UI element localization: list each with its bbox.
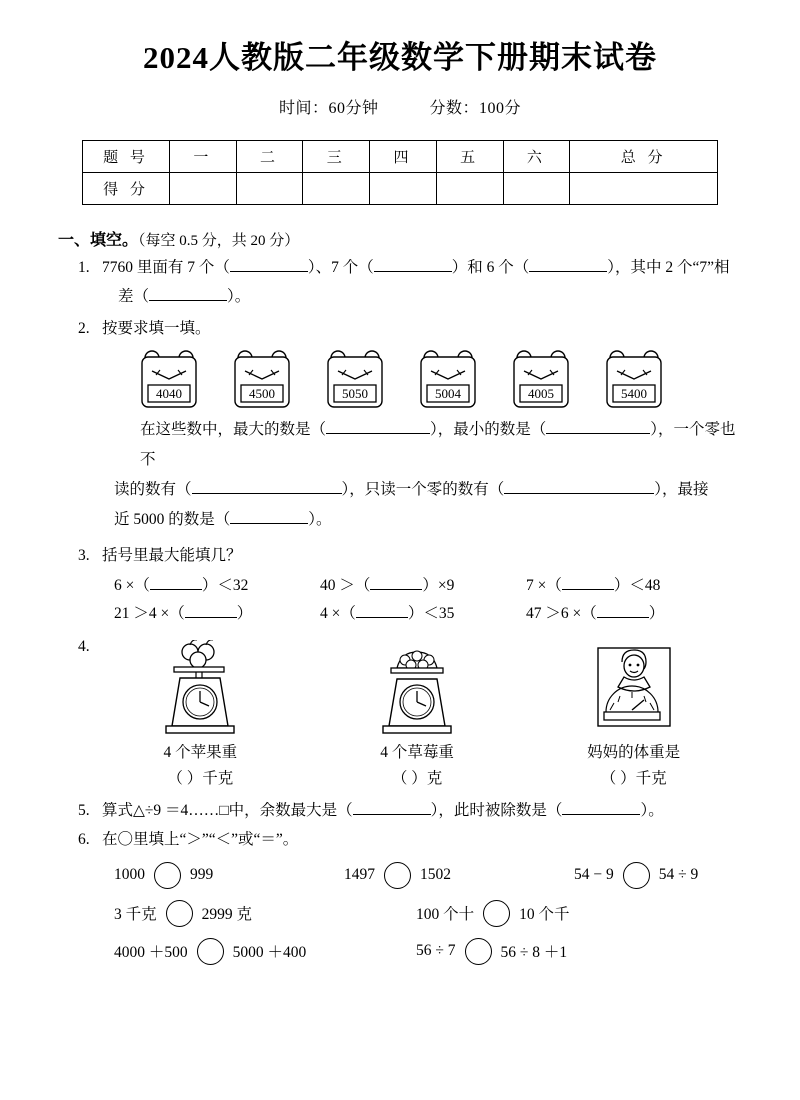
answer-blank[interactable]	[185, 617, 237, 618]
compare-circle[interactable]	[623, 862, 650, 889]
section-1-label: 一、填空。	[58, 232, 139, 249]
score-cell[interactable]	[436, 173, 503, 205]
q2-text-g: 近 5000 的数是（	[114, 511, 231, 528]
answer-blank[interactable]	[562, 589, 614, 590]
q5-text-b: ），此时被除数是（	[430, 802, 563, 819]
score-table	[82, 140, 718, 205]
answer-blank[interactable]	[149, 300, 227, 301]
score-table-header-cell: 四	[370, 141, 437, 173]
question-4-pictures	[58, 634, 742, 792]
compare-right: 54 ÷ 9	[658, 866, 699, 883]
q3-expr-text: 6 ×（	[114, 577, 150, 594]
number-card	[415, 349, 481, 411]
q2-text-a: 在这些数中，最大的数是（	[140, 421, 327, 438]
answer-blank[interactable]	[374, 271, 452, 272]
picture-caption-1: 4 个草莓重	[380, 744, 454, 761]
q2-text-f: ），最接	[654, 481, 709, 498]
question-5	[58, 796, 742, 825]
q2-text-d: 读的数有（	[114, 481, 192, 498]
picture-item	[309, 634, 526, 792]
question-2-prompt	[58, 415, 742, 535]
q2-text-e: ），只读一个零的数有（	[341, 481, 505, 498]
question-1-text-d: ），其中 2 个“7”相	[607, 259, 730, 276]
question-3	[58, 541, 742, 570]
q3-expr-text: ）＜32	[201, 577, 249, 594]
answer-blank[interactable]	[504, 493, 654, 494]
section-1-heading	[58, 227, 742, 250]
table-row	[114, 894, 742, 932]
answer-blank[interactable]	[150, 589, 202, 590]
picture-caption-2[interactable]: （ ）克	[391, 770, 443, 787]
exam-score: 分数：100分	[429, 100, 522, 117]
bear-card-icon	[322, 349, 388, 411]
compare-right: 5000 ＋400	[232, 944, 307, 961]
compare-right: 10 个千	[519, 906, 570, 923]
card-number: 4040	[156, 386, 182, 401]
answer-blank[interactable]	[356, 617, 408, 618]
answer-blank[interactable]	[230, 523, 308, 524]
q2-text-c: ），一个零也不	[140, 421, 736, 468]
answer-blank[interactable]	[562, 814, 640, 815]
q3-expr-text: 21 ＞4 ×（	[114, 605, 185, 622]
compare-circle[interactable]	[465, 938, 492, 965]
q3-expr-text: 4 ×（	[320, 605, 356, 622]
q3-cell	[526, 600, 732, 628]
q3-cell	[526, 572, 732, 600]
compare-left: 4000 ＋500	[114, 944, 188, 961]
score-table-header-cell: 题 号	[83, 141, 170, 173]
question-2	[58, 314, 742, 343]
question-2-line1	[140, 415, 742, 475]
exam-time: 时间：60分钟	[278, 100, 379, 117]
bear-card-icon	[508, 349, 574, 411]
question-4-number: 4.	[78, 638, 90, 655]
compare-circle[interactable]	[384, 862, 411, 889]
q3-expr-text: 40 ＞（	[320, 577, 371, 594]
score-cell[interactable]	[303, 173, 370, 205]
answer-blank[interactable]	[353, 814, 431, 815]
q3-expr-text: 7 ×（	[526, 577, 562, 594]
answer-blank[interactable]	[597, 617, 649, 618]
table-row	[83, 141, 718, 173]
compare-right: 1502	[420, 866, 451, 883]
compare-circle[interactable]	[166, 900, 193, 927]
question-3-text: 括号里最大能填几？	[102, 547, 242, 564]
question-2-line3	[114, 505, 742, 535]
q2-text-h: ）。	[308, 511, 332, 528]
compare-item	[574, 862, 698, 889]
question-1-text-c: ）和 6 个（	[451, 259, 530, 276]
compare-circle[interactable]	[483, 900, 510, 927]
table-row	[83, 173, 718, 205]
compare-left: 54 − 9	[574, 866, 614, 883]
person-bathroom-scale-icon	[588, 640, 680, 740]
compare-item	[344, 938, 646, 965]
q3-expr-text: ）＜35	[407, 605, 455, 622]
score-table-header-cell: 三	[303, 141, 370, 173]
question-6-text: 在〇里填上“＞”“＜”或“＝”。	[102, 831, 299, 848]
table-row	[114, 600, 742, 628]
question-3-grid	[58, 572, 742, 628]
card-number: 4005	[528, 386, 554, 401]
exam-meta	[58, 95, 742, 118]
q3-cell	[320, 600, 526, 628]
question-1-text-f: ）。	[227, 288, 251, 305]
picture-art	[92, 634, 309, 740]
score-table-header-cell: 二	[236, 141, 303, 173]
picture-caption-1: 4 个苹果重	[163, 744, 238, 761]
q3-expr-text: ）	[648, 605, 665, 622]
question-1	[58, 253, 742, 311]
question-1-line2	[102, 282, 742, 311]
bear-card-icon	[601, 349, 667, 411]
q3-cell	[114, 572, 320, 600]
section-1-note: （每空 0.5 分，共 20 分）	[138, 233, 300, 249]
answer-blank[interactable]	[370, 589, 422, 590]
compare-left: 100 个十	[416, 906, 475, 923]
score-table-header-cell: 一	[170, 141, 237, 173]
answer-blank[interactable]	[529, 271, 607, 272]
question-6-grid	[58, 856, 742, 970]
score-cell[interactable]	[570, 173, 718, 205]
scale-apples-icon	[154, 640, 246, 740]
compare-left: 3 千克	[114, 906, 157, 923]
picture-art	[525, 634, 742, 740]
table-row	[114, 572, 742, 600]
compare-right: 2999 克	[201, 906, 253, 923]
q3-expr-text: ）×9	[422, 577, 455, 594]
q3-expr-text: ）＜48	[613, 577, 661, 594]
compare-item	[114, 900, 344, 927]
q3-cell	[320, 572, 526, 600]
question-1-text-b: ）、7 个（	[307, 259, 374, 276]
number-card	[322, 349, 388, 411]
score-table-header-cell: 五	[436, 141, 503, 173]
compare-left: 56 ÷ 7	[416, 942, 456, 959]
table-row	[114, 856, 742, 894]
picture-item	[525, 634, 742, 792]
question-1-text-a: 7760 里面有 7 个（	[102, 259, 230, 276]
q3-expr-text: 47 ＞6 ×（	[526, 605, 597, 622]
compare-item	[114, 862, 344, 889]
score-cell[interactable]	[370, 173, 437, 205]
score-cell[interactable]	[236, 173, 303, 205]
compare-item	[344, 862, 574, 889]
card-number: 5004	[435, 386, 461, 401]
card-number: 5050	[342, 386, 368, 401]
q3-cell	[114, 600, 320, 628]
q5-text-c: ）。	[640, 802, 664, 819]
compare-circle[interactable]	[197, 938, 224, 965]
question-1-text-e: 差（	[118, 288, 150, 305]
question-3-number: 3.	[78, 547, 90, 564]
compare-item	[114, 938, 344, 965]
score-cell[interactable]	[503, 173, 570, 205]
question-2-number: 2.	[78, 320, 90, 337]
question-6-number: 6.	[78, 831, 90, 848]
card-number: 5400	[621, 386, 647, 401]
bear-card-icon	[136, 349, 202, 411]
compare-right: 56 ÷ 8 ＋1	[500, 944, 568, 961]
picture-art	[309, 634, 526, 740]
q3-expr-text: ）	[236, 605, 253, 622]
compare-item	[344, 900, 646, 927]
number-card	[508, 349, 574, 411]
question-6	[58, 825, 742, 854]
compare-circle[interactable]	[154, 862, 181, 889]
question-2-line2	[114, 475, 742, 505]
number-card	[229, 349, 295, 411]
score-table-row-label: 得 分	[83, 173, 170, 205]
answer-blank[interactable]	[230, 271, 308, 272]
score-cell[interactable]	[170, 173, 237, 205]
score-table-header-cell: 总 分	[570, 141, 718, 173]
q5-text-a: 算式△÷9 ＝4……□中，余数最大是（	[102, 802, 353, 819]
q2-text-b: ），最小的数是（	[430, 421, 547, 438]
question-2-text: 按要求填一填。	[102, 320, 211, 337]
bear-card-icon	[415, 349, 481, 411]
answer-blank[interactable]	[326, 433, 430, 434]
compare-left: 1000	[114, 866, 145, 883]
picture-caption-2[interactable]: （ ）千克	[167, 770, 234, 787]
number-card	[601, 349, 667, 411]
question-1-number: 1.	[78, 259, 90, 276]
compare-left: 1497	[344, 866, 375, 883]
scale-strawberries-icon	[371, 640, 463, 740]
card-number: 4500	[249, 386, 275, 401]
answer-blank[interactable]	[192, 493, 342, 494]
picture-item	[92, 634, 309, 792]
question-5-number: 5.	[78, 802, 90, 819]
picture-caption-1: 妈妈的体重是	[587, 744, 681, 761]
table-row	[114, 932, 742, 970]
score-table-header-cell: 六	[503, 141, 570, 173]
page-title: 2024人教版二年级数学下册期末试卷	[143, 40, 657, 75]
compare-right: 999	[190, 866, 214, 883]
bear-card-icon	[229, 349, 295, 411]
number-card	[136, 349, 202, 411]
number-cards-row	[58, 349, 742, 411]
picture-caption-2[interactable]: （ ）千克	[600, 770, 667, 787]
answer-blank[interactable]	[546, 433, 650, 434]
